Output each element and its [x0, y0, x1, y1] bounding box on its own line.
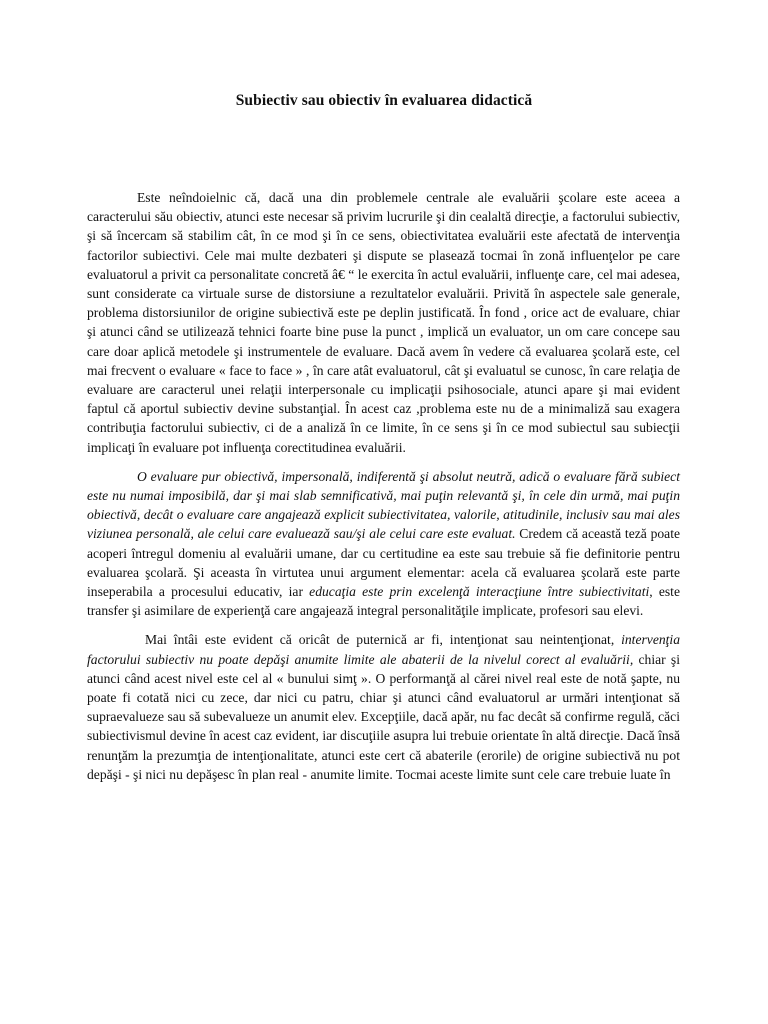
paragraph-3-text: chiar şi atunci când acest nivel este cel al « bunului simţ ». O performanţă al cărei nivel real este de notă şapte, nu poate fi cotată nici cu zece, dar nici cu patru, chiar şi atunci când evaluatorul ar urmări intenţionat să supraevalueze sau să subevalueze un anumit elev. Excepţiile, dacă apăr, nu fac decât să confirme regulă, căci subiectivismul devine în acest caz evident, iar discuţiile asupra lui trebuie orientate în altă direcţie. Dacă însă renunţăm la prezumţia de intenţionalitate, atunci este cert că abaterile (erorile) de origine subiectivă nu pot depăşi - şi nici nu depăşesc în plan real - anumite limite. Tocmai aceste limite sunt cele care trebuie luate în: [87, 651, 680, 782]
paragraph-2: [87, 467, 680, 621]
paragraph-3-text-start: Mai întâi este evident că oricât de puternică ar fi, intenţionat sau neintenţionat,: [145, 632, 622, 648]
paragraph-3: [87, 630, 680, 784]
document-title: Subiectiv sau obiectiv în evaluarea didactică: [235, 92, 533, 109]
paragraph-2-text: Credem că această teză poate acoperi întregul domeniu al evaluării umane, dar cu certitudine ea este sau trebuie să fie definitorie pentru evaluarea şcolară. Şi aceasta în virtutea unui argument elementar: acela că evaluarea şcolară este parte inseperabila a procesului educativ, iar: [87, 526, 681, 600]
paragraph-3-italic-limits: intervenţia factorului subiectiv nu poate depăşi anumite limite ale abaterii de la nivelul corect al evaluării,: [87, 632, 680, 667]
paragraph-2-text-end: , este transfer şi asimilare de experienţă care angajează integral personalităţile implicate, profesori sau elevi.: [87, 584, 680, 619]
paragraph-2-italic-thesis: O evaluare pur obiectivă, impersonală, indiferentă şi absolut neutră, adică o evaluare fără subiect este nu numai imposibilă, dar şi mai slab semnificativă, mai puţin relevantă şi, în cele din urmă, mai puţin obiectivă, decât o evaluare care angajează explicit subiectivitatea, valorile, atitudinile, inclusiv sau mai ales viziunea personală, ale celui care evaluează sau/şi ale celui care este evaluat.: [87, 468, 680, 542]
document-body: [87, 188, 680, 794]
paragraph-1: [87, 188, 680, 457]
paragraph-1-text: Este neîndoielnic că, dacă una din problemele centrale ale evaluării şcolare este aceea a caracterului său obiectiv, atunci este necesar să privim lucrurile şi din cealaltă direcţie, a factorului subiectiv, şi să încercam să stabilim cât, în ce mod şi în ce sens, obiectivitatea evaluării este afectată de intervenţia factorilor subiectivi. Cele mai multe dezbateri şi dispute se plasează tocmai în zonă influenţelor pe care evaluatorul a privit ca personalitate concretă â€ “ le exercita în actul evaluării, influenţe care, cel mai adesea, sunt considerate ca virtuale surse de distorsiune a rezultatelor evaluării. Privită în aspectele sale generale, problema distorsiunilor de origine subiectivă este pe deplin justificată. În fond , orice act de evaluare, chiar şi atunci când se utilizează tehnici foarte bine puse la punct , implică un evaluator, un om care concepe sau care doar aplică metodele şi instrumentele de evaluare. Dacă avem în vedere că evaluarea şcolară este, cel mai frecvent o evaluare « face to face » , în care atât evaluatorul, cât şi evaluatul se cunosc, în care relaţia de evaluare are caracterul unei relaţii interpersonale cu implicaţii psihosociale, atunci apare şi mai evident faptul că aportul subiectiv devine substanţial. În acest caz ,problema este nu de a minimaliză sau exagera contribuţia factorului subiectiv, ci de a analiză în ce limite, în ce sens şi în ce mod subiectul sau subiecţii implicaţi în evaluare pot influenţa corectitudinea evaluării.: [87, 190, 680, 455]
paragraph-2-italic-education: educaţia este prin excelenţă interacţiune între subiectivitati: [309, 584, 650, 600]
